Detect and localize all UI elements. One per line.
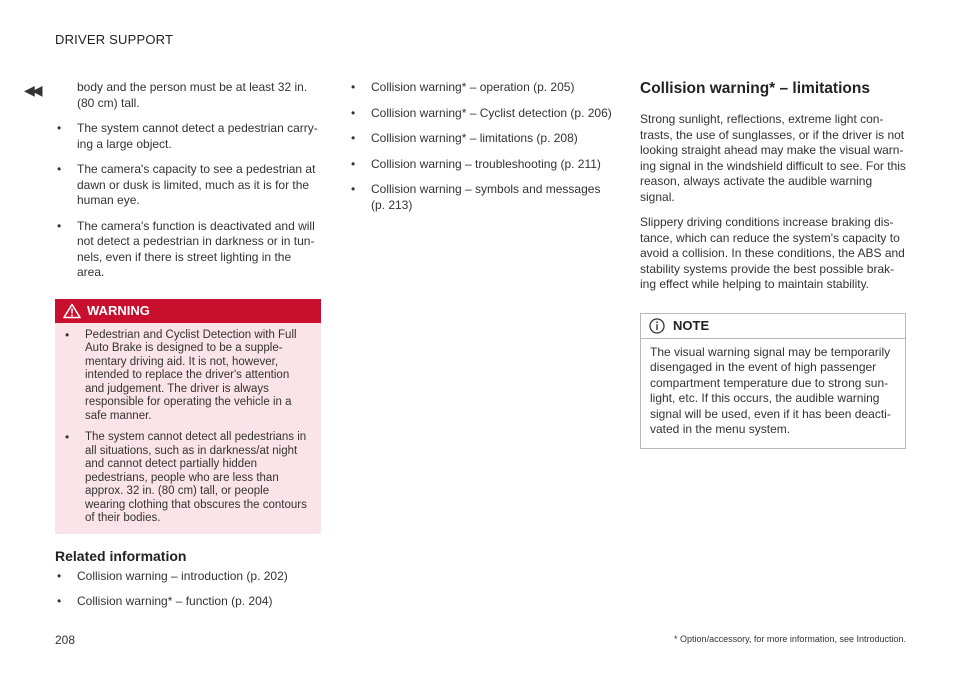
continued-text: body and the person must be at least 32 in. (80 cm) tall.: [77, 80, 308, 110]
related-link[interactable]: • Collision warning – symbols and messages (p. 213): [351, 182, 601, 212]
note-box: [640, 313, 906, 449]
back-arrows-icon[interactable]: ◀◀: [24, 82, 40, 98]
warning-box: [55, 299, 321, 534]
bullet-icon: •: [57, 218, 62, 233]
bullet-icon: •: [351, 80, 356, 94]
bullet-icon: •: [351, 131, 356, 145]
related-link[interactable]: • Collision warning* – Cyclist detection (p. 206): [351, 105, 612, 120]
footnote: * Option/accessory, for more information, see Introduction.: [674, 634, 906, 644]
warning-body: [55, 323, 321, 534]
list-item: • The system cannot detect all pedestrians in all situations, such as in darkness/at night and cannot detect partially hidden pedestrians, people who are less than approx. 32 in. (80 cm) tall, or people wearing clothing that obscures the contours of their bodies.: [65, 430, 307, 524]
bullet-icon: •: [57, 594, 62, 608]
related-info-heading: Related information: [55, 547, 187, 564]
paragraph: Strong sunlight, reflections, extreme light contrasts, the use of sunglasses, or if the driver is not looking straight ahead may make the visual warning signal in the windshield difficult to see. For this reason, always activate the audible warning signal.: [640, 112, 906, 204]
section-title: Collision warning* – limitations: [640, 80, 870, 97]
list-item: • Pedestrian and Cyclist Detection with Full Auto Brake is designed to be a supplementary driving aid. It is not, however, intended to replace the driver's attention and judgement. The driver is always responsible for operating the vehicle in a safe manner.: [65, 327, 297, 422]
page-number: 208: [55, 633, 76, 647]
warning-header: [55, 299, 321, 323]
bullet-icon: •: [65, 327, 70, 342]
related-link[interactable]: • Collision warning* – limitations (p. 208): [351, 131, 578, 145]
column-right: [640, 80, 906, 449]
warning-triangle-icon: [63, 303, 81, 319]
warning-title: WARNING: [87, 303, 150, 318]
related-link[interactable]: • Collision warning – troubleshooting (p. 211): [351, 156, 601, 171]
bullet-icon: •: [57, 121, 62, 135]
note-header: [641, 314, 905, 339]
bullet-icon: •: [351, 182, 356, 196]
related-link[interactable]: • Collision warning – introduction (p. 202): [57, 568, 288, 583]
list-item: • The camera's capacity to see a pedestrian at dawn or dusk is limited, much as it is for the human eye.: [57, 162, 316, 207]
column-left: [55, 80, 321, 620]
bullet-icon: •: [57, 568, 62, 583]
bullet-icon: •: [351, 105, 356, 120]
page-header-title: DRIVER SUPPORT: [55, 32, 174, 47]
bullet-icon: •: [57, 162, 62, 176]
bullet-icon: •: [65, 430, 70, 444]
note-title: NOTE: [673, 318, 710, 333]
list-item: • The system cannot detect a pedestrian carrying a large object.: [57, 121, 318, 151]
note-text: The visual warning signal may be temporarily disengaged in the event of high passenger compartment temperature due to strong sunlight, etc. If this occurs, the audible warning signal will be used, even if it has been deactivated in the menu system.: [650, 344, 891, 436]
column-middle: [349, 80, 615, 223]
bullet-icon: •: [351, 156, 356, 171]
paragraph: Slippery driving conditions increase braking distance, which can reduce the system's capacity to avoid a collision. In these conditions, the ABS and stability systems provide the best possible braking effect while helping to maintain stability.: [640, 215, 905, 291]
related-link[interactable]: • Collision warning* – function (p. 204): [57, 594, 273, 608]
info-icon: [649, 318, 665, 334]
related-link[interactable]: • Collision warning* – operation (p. 205): [351, 80, 575, 94]
list-item: • The camera's function is deactivated and will not detect a pedestrian in darkness or in tunnels, even if there is street lighting in the area.: [57, 218, 315, 279]
